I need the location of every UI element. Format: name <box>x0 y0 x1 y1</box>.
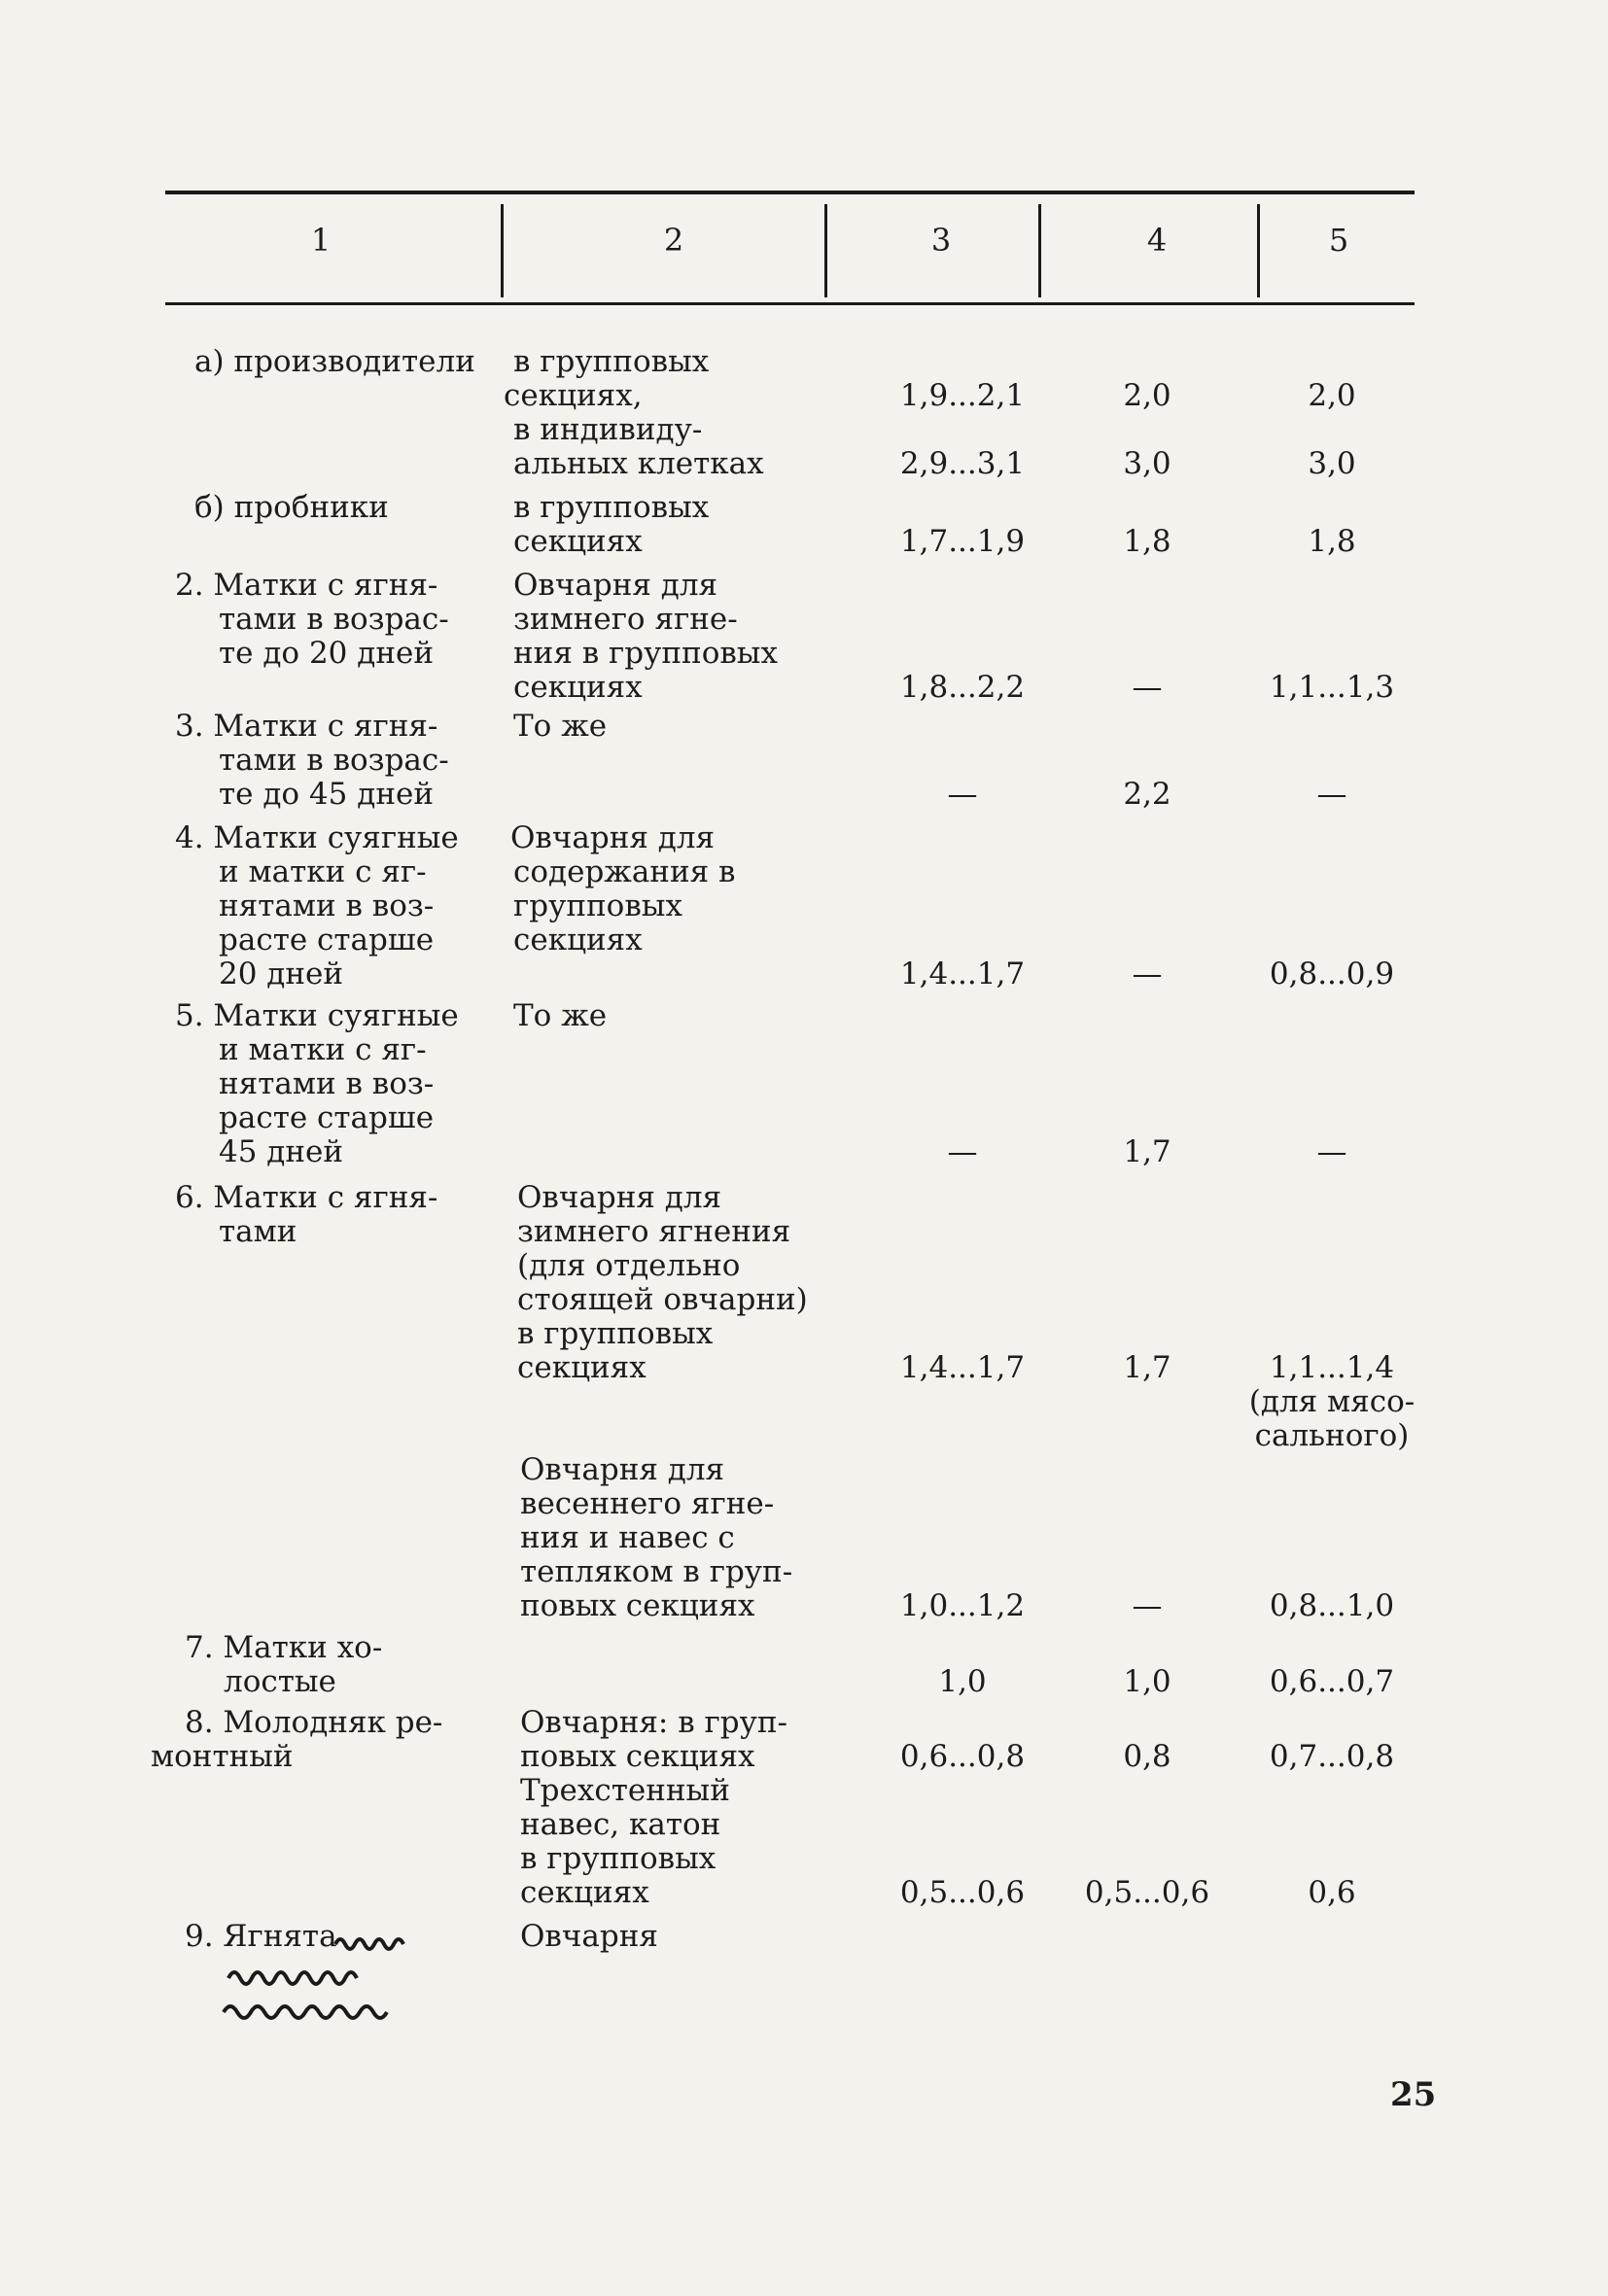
row-6-col5-l2: (для мясо- <box>1248 1384 1416 1419</box>
row-9-col2: Овчарня <box>520 1919 658 1954</box>
row-8-col3-shed: 0,5...0,6 <box>899 1875 1026 1910</box>
row-6-col1-l2: тами <box>219 1214 297 1249</box>
row-a-col4-group: 2,0 <box>1123 378 1171 413</box>
row-7-col1-l1: 7. Матки хо- <box>185 1630 383 1665</box>
header-col-2: 2 <box>663 222 684 259</box>
row-5-col5: — <box>1316 1134 1347 1169</box>
row-4-col3: 1,4...1,7 <box>899 957 1026 991</box>
row-a-col2-l2: секциях, <box>504 378 643 413</box>
header-col-1: 1 <box>310 222 332 259</box>
page-number: 25 <box>1390 2075 1437 2114</box>
row-6b-col2-l4: тепляком в груп- <box>520 1554 793 1589</box>
row-4-col1-l2: и матки с яг- <box>219 854 427 889</box>
row-6-col2-l5: в групповых <box>517 1316 714 1351</box>
row-4-col2-l3: групповых <box>513 888 682 923</box>
row-8-col2a-l1: Овчарня: в груп- <box>520 1705 787 1740</box>
row-a-col1: а) производители <box>194 344 475 379</box>
header-col-3: 3 <box>930 222 952 259</box>
row-3-col4: 2,2 <box>1123 777 1171 812</box>
row-b-col3: 1,7...1,9 <box>899 524 1026 559</box>
row-2-col3: 1,8...2,2 <box>899 670 1026 705</box>
row-6b-col2-l1: Овчарня для <box>520 1452 725 1487</box>
row-5-col1-l3: нятами в воз- <box>219 1066 435 1101</box>
row-7-col1-l2: лостые <box>224 1664 336 1699</box>
row-8-col2b-l1: Трехстенный <box>520 1773 730 1808</box>
header-col-4: 4 <box>1146 222 1168 259</box>
row-5-col1-l4: расте старше <box>219 1100 435 1135</box>
row-a-col2-l4: альных клетках <box>513 446 764 481</box>
row-8-col4-shed: 0,5...0,6 <box>1084 1875 1210 1910</box>
row-2-col1-l1: 2. Матки с ягня- <box>175 568 438 603</box>
row-a-col5-indiv: 3,0 <box>1308 446 1356 481</box>
row-a-col3-group: 1,9...2,1 <box>899 378 1026 413</box>
row-2-col2-l2: зимнего ягне- <box>513 602 738 637</box>
row-6-col2-l4: стоящей овчарни) <box>517 1282 808 1317</box>
row-2-col1-l2: тами в возрас- <box>219 602 449 637</box>
row-3-col1-l1: 3. Матки с ягня- <box>175 709 438 744</box>
scribble-marks <box>219 1930 472 2036</box>
row-8-col4-pens: 0,8 <box>1123 1739 1171 1774</box>
row-b-col4: 1,8 <box>1123 524 1171 559</box>
row-2-col2-l4: секциях <box>513 670 643 705</box>
row-8-col3-pens: 0,6...0,8 <box>899 1739 1026 1774</box>
row-6-col2-l2: зимнего ягнения <box>517 1214 791 1249</box>
header-col-5: 5 <box>1328 222 1349 259</box>
row-b-col2-l1: в групповых <box>513 490 710 525</box>
row-4-col1-l1: 4. Матки суягные <box>175 820 459 855</box>
row-8-col2b-l4: секциях <box>520 1875 649 1910</box>
row-7-col4: 1,0 <box>1123 1664 1171 1699</box>
row-2-col4: — <box>1132 670 1163 705</box>
row-5-col1-l1: 5. Матки суягные <box>175 998 459 1033</box>
row-6b-col2-l3: ния и навес с <box>520 1520 735 1555</box>
row-b-col5: 1,8 <box>1308 524 1356 559</box>
row-4-col1-l5: 20 дней <box>219 957 344 991</box>
header-divider-1 <box>501 204 504 297</box>
row-6b-col2-l5: повых секциях <box>520 1588 755 1623</box>
row-4-col1-l3: нятами в воз- <box>219 888 435 923</box>
table-top-rule <box>165 191 1415 194</box>
row-6b-col3: 1,0...1,2 <box>899 1588 1026 1623</box>
row-2-col2-l1: Овчарня для <box>513 568 718 603</box>
row-a-col2-l3: в индивиду- <box>513 412 703 447</box>
row-9-col1: 9. Ягнята <box>185 1919 337 1954</box>
header-divider-2 <box>824 204 827 297</box>
row-3-col2: То же <box>513 709 608 744</box>
row-6b-col4: — <box>1132 1588 1163 1623</box>
row-8-col5-shed: 0,6 <box>1308 1875 1356 1910</box>
row-a-col2-l1: в групповых <box>513 344 710 379</box>
row-6-col2-l3: (для отдельно <box>517 1248 741 1283</box>
row-4-col2-l4: секциях <box>513 922 643 957</box>
row-6b-col2-l2: весеннего ягне- <box>520 1486 775 1521</box>
table-header-bottom-rule <box>165 302 1415 305</box>
row-8-col2b-l3: в групповых <box>520 1841 717 1876</box>
row-5-col2: То же <box>513 998 608 1033</box>
row-4-col4: — <box>1132 957 1163 991</box>
row-8-col2a-l2: повых секциях <box>520 1739 755 1774</box>
row-6-col2-l1: Овчарня для <box>517 1180 722 1215</box>
row-5-col4: 1,7 <box>1123 1134 1171 1169</box>
row-6-col4: 1,7 <box>1123 1350 1171 1385</box>
row-5-col1-l2: и матки с яг- <box>219 1032 427 1067</box>
row-2-col5: 1,1...1,3 <box>1269 670 1395 705</box>
row-2-col1-l3: те до 20 дней <box>219 636 435 671</box>
header-divider-4 <box>1257 204 1260 297</box>
row-6-col3: 1,4...1,7 <box>899 1350 1026 1385</box>
row-3-col3: — <box>947 777 978 812</box>
row-a-col4-indiv: 3,0 <box>1123 446 1171 481</box>
row-3-col5: — <box>1316 777 1347 812</box>
row-5-col1-l5: 45 дней <box>219 1134 344 1169</box>
row-3-col1-l3: те до 45 дней <box>219 777 435 812</box>
row-4-col5: 0,8...0,9 <box>1269 957 1395 991</box>
row-7-col3: 1,0 <box>938 1664 987 1699</box>
row-6-col2-l6: секциях <box>517 1350 647 1385</box>
row-8-col1-l2: монтный <box>151 1739 294 1774</box>
row-6b-col5: 0,8...1,0 <box>1269 1588 1395 1623</box>
header-divider-3 <box>1038 204 1041 297</box>
row-3-col1-l2: тами в возрас- <box>219 743 449 778</box>
row-2-col2-l3: ния в групповых <box>513 636 778 671</box>
row-8-col5-pens: 0,7...0,8 <box>1269 1739 1395 1774</box>
row-7-col5: 0,6...0,7 <box>1269 1664 1395 1699</box>
row-8-col2b-l2: навес, катон <box>520 1807 721 1842</box>
row-4-col1-l4: расте старше <box>219 922 435 957</box>
row-5-col3: — <box>947 1134 978 1169</box>
row-b-col1: б) пробники <box>194 490 389 525</box>
row-a-col3-indiv: 2,9...3,1 <box>899 446 1026 481</box>
row-4-col2-l1: Овчарня для <box>510 820 716 855</box>
row-6-col5-l3: сального) <box>1254 1418 1410 1453</box>
row-a-col5-group: 2,0 <box>1308 378 1356 413</box>
row-8-col1-l1: 8. Молодняк ре- <box>185 1705 443 1740</box>
row-b-col2-l2: секциях <box>513 524 643 559</box>
row-4-col2-l2: содержания в <box>513 854 736 889</box>
row-6-col1-l1: 6. Матки с ягня- <box>175 1180 438 1215</box>
row-6-col5-l1: 1,1...1,4 <box>1269 1350 1395 1385</box>
